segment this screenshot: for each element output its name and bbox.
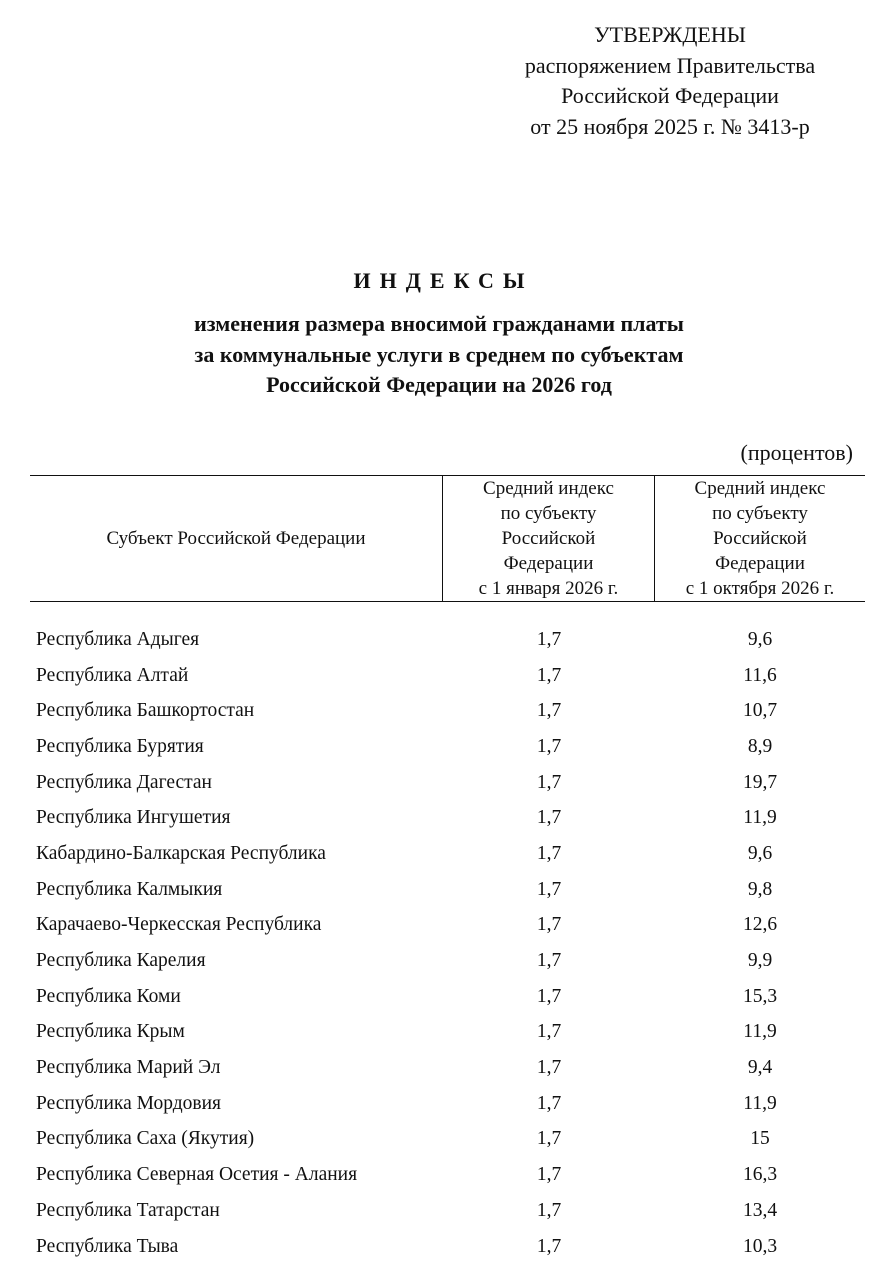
october-index-cell: 15 xyxy=(750,1128,770,1150)
january-index-cell: 1,7 xyxy=(536,807,562,829)
october-index-cell: 9,6 xyxy=(747,842,773,864)
january-index-cell: 1,7 xyxy=(536,1021,562,1043)
october-index-cell: 13,4 xyxy=(742,1199,778,1221)
subtitle-line: Российской Федерации на 2026 год xyxy=(266,372,612,397)
approval-heading: УТВЕРЖДЕНЫ xyxy=(594,22,746,47)
approval-date-number: от 25 ноября 2025 г. № 3413-р xyxy=(530,113,810,139)
october-index-cell: 11,9 xyxy=(743,1021,777,1043)
table-row xyxy=(36,622,865,658)
october-index-cell: 10,3 xyxy=(742,1235,778,1257)
subject-cell: Республика Тыва xyxy=(36,1235,179,1257)
january-index-cell: 1,7 xyxy=(536,771,562,793)
header-january-label: Средний индекс по субъекту Российской Федерации с 1 января 2026 г. xyxy=(478,478,619,599)
subject-cell: Республика Дагестан xyxy=(36,771,212,793)
october-index-cell: 16,3 xyxy=(742,1164,778,1186)
october-index-cell: 9,6 xyxy=(747,628,773,650)
subject-cell: Республика Карелия xyxy=(36,950,206,972)
table-row xyxy=(36,979,865,1015)
table-row xyxy=(36,1157,865,1193)
october-index-cell: 8,9 xyxy=(747,735,773,757)
document-title-block xyxy=(0,265,878,401)
table-row xyxy=(36,1122,865,1158)
subject-cell: Республика Адыгея xyxy=(36,628,200,650)
october-index-cell: 11,9 xyxy=(743,1092,777,1114)
table-row xyxy=(36,943,865,979)
header-october-label: Средний индекс по субъекту Российской Федерации с 1 октября 2026 г. xyxy=(685,478,835,599)
january-index-cell: 1,7 xyxy=(536,1128,562,1150)
subject-cell: Республика Калмыкия xyxy=(36,878,223,900)
table-row xyxy=(36,872,865,908)
table-body xyxy=(36,622,865,1264)
october-index-cell: 15,3 xyxy=(742,985,778,1007)
january-index-cell: 1,7 xyxy=(536,628,562,650)
january-index-cell: 1,7 xyxy=(536,985,562,1007)
subject-cell: Республика Бурятия xyxy=(36,735,204,757)
document-title: ИНДЕКСЫ xyxy=(353,268,534,293)
unit-note: (процентов) xyxy=(740,440,853,465)
january-index-cell: 1,7 xyxy=(536,1164,562,1186)
table-row xyxy=(36,765,865,801)
document-subtitle xyxy=(0,309,878,401)
subject-cell: Республика Ингушетия xyxy=(36,807,231,829)
january-index-cell: 1,7 xyxy=(536,1235,562,1257)
subject-cell: Республика Коми xyxy=(36,985,181,1007)
january-index-cell: 1,7 xyxy=(536,1092,562,1114)
table-row xyxy=(36,693,865,729)
approval-country: Российской Федерации xyxy=(561,83,779,108)
table-row xyxy=(36,1050,865,1086)
january-index-cell: 1,7 xyxy=(536,914,562,936)
january-index-cell: 1,7 xyxy=(536,950,562,972)
table-row xyxy=(36,800,865,836)
subject-cell: Республика Башкортостан xyxy=(36,700,255,722)
january-index-cell: 1,7 xyxy=(536,878,562,900)
january-index-cell: 1,7 xyxy=(536,1057,562,1079)
subtitle-line: за коммунальные услуги в среднем по субъектам xyxy=(194,341,684,367)
table-row xyxy=(36,658,865,694)
subject-cell: Республика Мордовия xyxy=(36,1092,222,1114)
header-october-index xyxy=(655,476,865,601)
table-row xyxy=(36,908,865,944)
january-index-cell: 1,7 xyxy=(536,700,562,722)
approval-authority: распоряжением Правительства xyxy=(524,52,816,78)
subject-cell: Республика Марий Эл xyxy=(36,1057,221,1079)
table-row xyxy=(36,1193,865,1229)
january-index-cell: 1,7 xyxy=(536,735,562,757)
subject-cell: Кабардино-Балкарская Республика xyxy=(36,842,326,864)
october-index-cell: 9,9 xyxy=(747,950,773,972)
january-index-cell: 1,7 xyxy=(536,1199,562,1221)
january-index-cell: 1,7 xyxy=(536,664,562,686)
header-subject-label: Субъект Российской Федерации xyxy=(106,528,366,549)
october-index-cell: 12,6 xyxy=(742,914,778,936)
october-index-cell: 19,7 xyxy=(742,771,778,793)
october-index-cell: 11,9 xyxy=(743,807,777,829)
subject-cell: Республика Северная Осетия - Алания xyxy=(36,1164,358,1186)
subject-cell: Республика Крым xyxy=(36,1021,185,1043)
approval-stamp xyxy=(480,20,860,142)
table-row xyxy=(36,729,865,765)
table-row xyxy=(36,836,865,872)
header-january-index xyxy=(443,476,655,601)
october-index-cell: 11,6 xyxy=(743,664,777,686)
subtitle-line: изменения размера вносимой гражданами платы xyxy=(194,311,684,336)
october-index-cell: 10,7 xyxy=(742,700,778,722)
table-row xyxy=(36,1015,865,1051)
october-index-cell: 9,4 xyxy=(747,1057,773,1079)
subject-cell: Карачаево-Черкесская Республика xyxy=(36,914,322,936)
table-row xyxy=(36,1086,865,1122)
header-subject xyxy=(30,476,443,601)
table-row xyxy=(36,1229,865,1265)
subject-cell: Республика Алтай xyxy=(36,664,189,686)
january-index-cell: 1,7 xyxy=(536,842,562,864)
table-header xyxy=(30,475,865,602)
october-index-cell: 9,8 xyxy=(747,878,773,900)
subject-cell: Республика Саха (Якутия) xyxy=(36,1128,255,1150)
subject-cell: Республика Татарстан xyxy=(36,1199,220,1221)
